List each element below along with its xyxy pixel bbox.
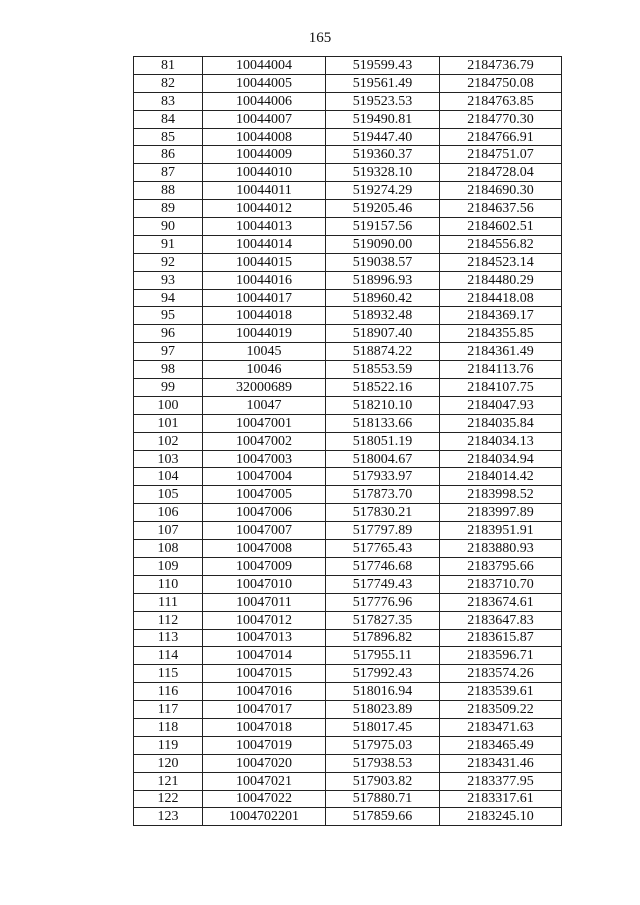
row-index-cell: 108 (134, 540, 203, 558)
y-coordinate-cell: 2183647.83 (440, 611, 562, 629)
row-index-cell: 113 (134, 629, 203, 647)
table-row (134, 468, 562, 486)
y-coordinate-cell: 2184736.79 (440, 57, 562, 75)
row-index-cell: 103 (134, 450, 203, 468)
point-id-cell: 10044009 (203, 146, 326, 164)
y-coordinate-cell: 2184034.13 (440, 432, 562, 450)
y-coordinate-cell: 2183471.63 (440, 718, 562, 736)
point-id-cell: 10044015 (203, 253, 326, 271)
x-coordinate-cell: 518016.94 (326, 683, 440, 701)
y-coordinate-cell: 2183615.87 (440, 629, 562, 647)
x-coordinate-cell: 518051.19 (326, 432, 440, 450)
row-index-cell: 112 (134, 611, 203, 629)
table-row (134, 665, 562, 683)
row-index-cell: 85 (134, 128, 203, 146)
point-id-cell: 10047007 (203, 522, 326, 540)
point-id-cell: 10047 (203, 396, 326, 414)
point-id-cell: 10047019 (203, 736, 326, 754)
row-index-cell: 102 (134, 432, 203, 450)
point-id-cell: 10047013 (203, 629, 326, 647)
table-row (134, 57, 562, 75)
row-index-cell: 84 (134, 110, 203, 128)
y-coordinate-cell: 2184107.75 (440, 379, 562, 397)
x-coordinate-cell: 517749.43 (326, 575, 440, 593)
y-coordinate-cell: 2184113.76 (440, 361, 562, 379)
x-coordinate-cell: 517933.97 (326, 468, 440, 486)
y-coordinate-cell: 2184047.93 (440, 396, 562, 414)
table-row (134, 736, 562, 754)
x-coordinate-cell: 519490.81 (326, 110, 440, 128)
row-index-cell: 104 (134, 468, 203, 486)
table-row (134, 557, 562, 575)
x-coordinate-cell: 518932.48 (326, 307, 440, 325)
table-row (134, 271, 562, 289)
row-index-cell: 100 (134, 396, 203, 414)
page-number: 165 (308, 30, 332, 46)
point-id-cell: 10044013 (203, 218, 326, 236)
table-row (134, 522, 562, 540)
row-index-cell: 120 (134, 754, 203, 772)
y-coordinate-cell: 2183539.61 (440, 683, 562, 701)
y-coordinate-cell: 2184014.42 (440, 468, 562, 486)
table-row (134, 486, 562, 504)
point-id-cell: 10047014 (203, 647, 326, 665)
row-index-cell: 109 (134, 557, 203, 575)
x-coordinate-cell: 518023.89 (326, 701, 440, 719)
point-id-cell: 32000689 (203, 379, 326, 397)
x-coordinate-cell: 518553.59 (326, 361, 440, 379)
point-id-cell: 10047022 (203, 790, 326, 808)
y-coordinate-cell: 2184361.49 (440, 343, 562, 361)
table-row (134, 808, 562, 826)
x-coordinate-cell: 517776.96 (326, 593, 440, 611)
y-coordinate-cell: 2184034.94 (440, 450, 562, 468)
row-index-cell: 122 (134, 790, 203, 808)
coordinate-table (133, 56, 562, 826)
point-id-cell: 10047012 (203, 611, 326, 629)
y-coordinate-cell: 2184369.17 (440, 307, 562, 325)
x-coordinate-cell: 518522.16 (326, 379, 440, 397)
x-coordinate-cell: 519205.46 (326, 200, 440, 218)
x-coordinate-cell: 518133.66 (326, 414, 440, 432)
table-row (134, 772, 562, 790)
y-coordinate-cell: 2184766.91 (440, 128, 562, 146)
row-index-cell: 88 (134, 182, 203, 200)
row-index-cell: 92 (134, 253, 203, 271)
point-id-cell: 10044018 (203, 307, 326, 325)
table-row (134, 182, 562, 200)
point-id-cell: 10044010 (203, 164, 326, 182)
row-index-cell: 117 (134, 701, 203, 719)
row-index-cell: 119 (134, 736, 203, 754)
point-id-cell: 10044012 (203, 200, 326, 218)
row-index-cell: 97 (134, 343, 203, 361)
row-index-cell: 101 (134, 414, 203, 432)
row-index-cell: 107 (134, 522, 203, 540)
point-id-cell: 10044007 (203, 110, 326, 128)
point-id-cell: 10047016 (203, 683, 326, 701)
x-coordinate-cell: 519561.49 (326, 74, 440, 92)
table-row (134, 540, 562, 558)
point-id-cell: 10047003 (203, 450, 326, 468)
point-id-cell: 10047004 (203, 468, 326, 486)
x-coordinate-cell: 519157.56 (326, 218, 440, 236)
table-row (134, 396, 562, 414)
table-row (134, 110, 562, 128)
table-row (134, 629, 562, 647)
x-coordinate-cell: 519090.00 (326, 235, 440, 253)
y-coordinate-cell: 2184523.14 (440, 253, 562, 271)
point-id-cell: 10044016 (203, 271, 326, 289)
y-coordinate-cell: 2183465.49 (440, 736, 562, 754)
table-row (134, 253, 562, 271)
table-body (134, 57, 562, 826)
row-index-cell: 91 (134, 235, 203, 253)
x-coordinate-cell: 517859.66 (326, 808, 440, 826)
table-row (134, 575, 562, 593)
x-coordinate-cell: 519447.40 (326, 128, 440, 146)
row-index-cell: 114 (134, 647, 203, 665)
table-row (134, 146, 562, 164)
row-index-cell: 115 (134, 665, 203, 683)
row-index-cell: 90 (134, 218, 203, 236)
row-index-cell: 86 (134, 146, 203, 164)
point-id-cell: 10047001 (203, 414, 326, 432)
y-coordinate-cell: 2183997.89 (440, 504, 562, 522)
row-index-cell: 96 (134, 325, 203, 343)
x-coordinate-cell: 517746.68 (326, 557, 440, 575)
point-id-cell: 10047017 (203, 701, 326, 719)
y-coordinate-cell: 2183245.10 (440, 808, 562, 826)
point-id-cell: 10047021 (203, 772, 326, 790)
x-coordinate-cell: 519360.37 (326, 146, 440, 164)
point-id-cell: 10044014 (203, 235, 326, 253)
x-coordinate-cell: 517873.70 (326, 486, 440, 504)
table-row (134, 611, 562, 629)
table-row (134, 218, 562, 236)
y-coordinate-cell: 2184637.56 (440, 200, 562, 218)
y-coordinate-cell: 2184480.29 (440, 271, 562, 289)
y-coordinate-cell: 2183880.93 (440, 540, 562, 558)
point-id-cell: 10044011 (203, 182, 326, 200)
table-row (134, 683, 562, 701)
point-id-cell: 10047009 (203, 557, 326, 575)
table-row (134, 379, 562, 397)
table-row (134, 593, 562, 611)
x-coordinate-cell: 517896.82 (326, 629, 440, 647)
y-coordinate-cell: 2183509.22 (440, 701, 562, 719)
point-id-cell: 10047018 (203, 718, 326, 736)
y-coordinate-cell: 2183377.95 (440, 772, 562, 790)
row-index-cell: 94 (134, 289, 203, 307)
y-coordinate-cell: 2183317.61 (440, 790, 562, 808)
table-row (134, 289, 562, 307)
point-id-cell: 10044017 (203, 289, 326, 307)
row-index-cell: 110 (134, 575, 203, 593)
table-row (134, 647, 562, 665)
point-id-cell: 10044019 (203, 325, 326, 343)
x-coordinate-cell: 519274.29 (326, 182, 440, 200)
x-coordinate-cell: 519599.43 (326, 57, 440, 75)
point-id-cell: 10047005 (203, 486, 326, 504)
x-coordinate-cell: 518210.10 (326, 396, 440, 414)
point-id-cell: 1004702201 (203, 808, 326, 826)
y-coordinate-cell: 2184418.08 (440, 289, 562, 307)
y-coordinate-cell: 2184556.82 (440, 235, 562, 253)
row-index-cell: 95 (134, 307, 203, 325)
y-coordinate-cell: 2184602.51 (440, 218, 562, 236)
point-id-cell: 10047002 (203, 432, 326, 450)
y-coordinate-cell: 2184750.08 (440, 74, 562, 92)
row-index-cell: 105 (134, 486, 203, 504)
table-row (134, 414, 562, 432)
x-coordinate-cell: 517955.11 (326, 647, 440, 665)
x-coordinate-cell: 518017.45 (326, 718, 440, 736)
point-id-cell: 10047011 (203, 593, 326, 611)
table-row (134, 361, 562, 379)
x-coordinate-cell: 517797.89 (326, 522, 440, 540)
x-coordinate-cell: 517827.35 (326, 611, 440, 629)
row-index-cell: 111 (134, 593, 203, 611)
point-id-cell: 10047020 (203, 754, 326, 772)
point-id-cell: 10047006 (203, 504, 326, 522)
y-coordinate-cell: 2183431.46 (440, 754, 562, 772)
x-coordinate-cell: 517992.43 (326, 665, 440, 683)
y-coordinate-cell: 2183596.71 (440, 647, 562, 665)
x-coordinate-cell: 517765.43 (326, 540, 440, 558)
table-row (134, 74, 562, 92)
point-id-cell: 10044006 (203, 92, 326, 110)
row-index-cell: 123 (134, 808, 203, 826)
row-index-cell: 99 (134, 379, 203, 397)
row-index-cell: 89 (134, 200, 203, 218)
row-index-cell: 116 (134, 683, 203, 701)
y-coordinate-cell: 2183710.70 (440, 575, 562, 593)
row-index-cell: 118 (134, 718, 203, 736)
row-index-cell: 82 (134, 74, 203, 92)
table-row (134, 504, 562, 522)
x-coordinate-cell: 517903.82 (326, 772, 440, 790)
x-coordinate-cell: 517938.53 (326, 754, 440, 772)
table-row (134, 200, 562, 218)
row-index-cell: 87 (134, 164, 203, 182)
table-row (134, 432, 562, 450)
point-id-cell: 10047010 (203, 575, 326, 593)
y-coordinate-cell: 2184770.30 (440, 110, 562, 128)
point-id-cell: 10044008 (203, 128, 326, 146)
point-id-cell: 10047008 (203, 540, 326, 558)
x-coordinate-cell: 518907.40 (326, 325, 440, 343)
point-id-cell: 10045 (203, 343, 326, 361)
table-row (134, 701, 562, 719)
point-id-cell: 10044004 (203, 57, 326, 75)
table-row (134, 790, 562, 808)
x-coordinate-cell: 519328.10 (326, 164, 440, 182)
x-coordinate-cell: 518960.42 (326, 289, 440, 307)
point-id-cell: 10047015 (203, 665, 326, 683)
table-row (134, 325, 562, 343)
x-coordinate-cell: 518996.93 (326, 271, 440, 289)
table-row (134, 754, 562, 772)
row-index-cell: 81 (134, 57, 203, 75)
y-coordinate-cell: 2184690.30 (440, 182, 562, 200)
y-coordinate-cell: 2184728.04 (440, 164, 562, 182)
row-index-cell: 93 (134, 271, 203, 289)
table-row (134, 307, 562, 325)
table-row (134, 128, 562, 146)
x-coordinate-cell: 517880.71 (326, 790, 440, 808)
y-coordinate-cell: 2183998.52 (440, 486, 562, 504)
y-coordinate-cell: 2183574.26 (440, 665, 562, 683)
y-coordinate-cell: 2183951.91 (440, 522, 562, 540)
x-coordinate-cell: 517975.03 (326, 736, 440, 754)
x-coordinate-cell: 518874.22 (326, 343, 440, 361)
row-index-cell: 121 (134, 772, 203, 790)
x-coordinate-cell: 519523.53 (326, 92, 440, 110)
y-coordinate-cell: 2184751.07 (440, 146, 562, 164)
row-index-cell: 83 (134, 92, 203, 110)
x-coordinate-cell: 519038.57 (326, 253, 440, 271)
point-id-cell: 10044005 (203, 74, 326, 92)
y-coordinate-cell: 2183674.61 (440, 593, 562, 611)
row-index-cell: 106 (134, 504, 203, 522)
table-row (134, 450, 562, 468)
table-row (134, 164, 562, 182)
table-row (134, 92, 562, 110)
y-coordinate-cell: 2183795.66 (440, 557, 562, 575)
table-row (134, 235, 562, 253)
table-row (134, 718, 562, 736)
table-row (134, 343, 562, 361)
y-coordinate-cell: 2184035.84 (440, 414, 562, 432)
row-index-cell: 98 (134, 361, 203, 379)
x-coordinate-cell: 518004.67 (326, 450, 440, 468)
y-coordinate-cell: 2184763.85 (440, 92, 562, 110)
x-coordinate-cell: 517830.21 (326, 504, 440, 522)
y-coordinate-cell: 2184355.85 (440, 325, 562, 343)
point-id-cell: 10046 (203, 361, 326, 379)
